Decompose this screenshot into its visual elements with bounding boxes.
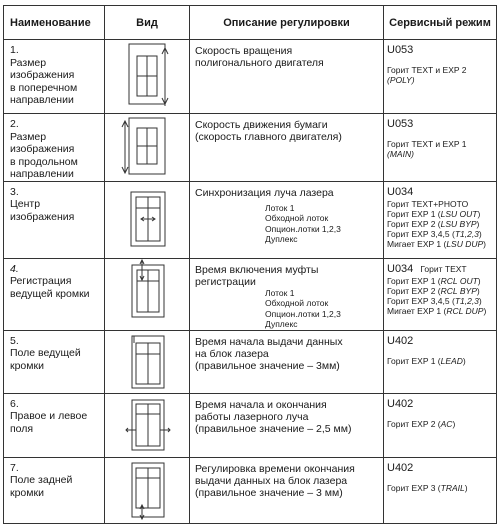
- table-row: [4, 258, 497, 330]
- row-view: [105, 114, 190, 182]
- row-description: Время начала и окончания работы лазерного луча (правильное значение – 2,5 мм): [190, 393, 384, 457]
- tray-options: Лоток 1 Обходной лоток Опцион.лотки 1,2,3 Дуплекс: [265, 202, 341, 244]
- row-service-mode: U053 Горит TEXT и EXP 1 (MAIN): [384, 114, 497, 182]
- side-margins-diagram-icon: [105, 394, 189, 456]
- table-row: [4, 457, 497, 523]
- table-row: [4, 114, 497, 182]
- header-description: Описание регулировки: [190, 6, 384, 40]
- row-view: [105, 40, 190, 114]
- row-name: 1. Размер изображения в поперечном направлении: [4, 40, 105, 114]
- row-view: [105, 393, 190, 457]
- leading-margin-diagram-icon: [105, 331, 189, 392]
- row-name: 6. Правое и левое поля: [4, 393, 105, 457]
- header-service-mode: Сервисный режим: [384, 6, 497, 40]
- row-description: Регулировка времени окончания выдачи данных на блок лазера (правильное значение – 3 мм): [190, 457, 384, 523]
- header-view: Вид: [105, 6, 190, 40]
- row-name: 2. Размер изображения в продольном направлении: [4, 114, 105, 182]
- row-service-mode: U402 Горит EXP 3 (TRAIL): [384, 457, 497, 523]
- trailing-margin-diagram-icon: [105, 458, 189, 522]
- row-service-mode: U034 Горит TEXT+PHOTO Горит EXP 1 (LSU OUT) Горит EXP 2 (LSU BYP) Горит EXP 3,4,5 (T1,2,3) Мигает EXP 1 (LSU DUP): [384, 181, 497, 258]
- row-description: Скорость вращения полигонального двигателя: [190, 40, 384, 114]
- row-description: Время включения муфты регистрации Лоток 1 Обходной лоток Опцион.лотки 1,2,3 Дуплекс: [190, 258, 384, 330]
- row-description: Время начала выдачи данных на блок лазера (правильное значение – 3мм): [190, 330, 384, 393]
- row-name: 3. Центр изображения: [4, 181, 105, 258]
- row-description: Синхронизация луча лазера Лоток 1 Обходной лоток Опцион.лотки 1,2,3 Дуплекс: [190, 181, 384, 258]
- row-service-mode: U402 Горит EXP 1 (LEAD): [384, 330, 497, 393]
- row-service-mode: U402 Горит EXP 2 (AC): [384, 393, 497, 457]
- table-row: [4, 40, 497, 114]
- row-view: [105, 181, 190, 258]
- header-row: [4, 6, 497, 40]
- vertical-size-diagram-icon: [105, 114, 189, 179]
- header-name: Наименование: [4, 6, 105, 40]
- table-row: [4, 181, 497, 258]
- row-service-mode: U034 Горит TEXT Горит EXP 1 (RCL OUT) Горит EXP 2 (RCL BYP) Горит EXP 3,4,5 (T1,2,3) Мигает EXP 1 (RCL DUP): [384, 258, 497, 330]
- row-view: [105, 258, 190, 330]
- row-name: 7. Поле задней кромки: [4, 457, 105, 523]
- leading-edge-registration-diagram-icon: [105, 259, 189, 321]
- row-service-mode: U053 Горит TEXT и EXP 2 (POLY): [384, 40, 497, 114]
- row-description: Скорость движения бумаги (скорость главного двигателя): [190, 114, 384, 182]
- adjustment-table: [3, 5, 497, 524]
- table-row: [4, 330, 497, 393]
- table-row: [4, 393, 497, 457]
- row-view: [105, 457, 190, 523]
- row-name: 4. Регистрация ведущей кромки: [4, 258, 105, 330]
- image-center-diagram-icon: [105, 182, 189, 257]
- row-name: 5. Поле ведущей кромки: [4, 330, 105, 393]
- row-view: [105, 330, 190, 393]
- tray-options: Лоток 1 Обходной лоток Опцион.лотки 1,2,3 Дуплекс: [265, 287, 341, 329]
- horizontal-size-diagram-icon: [105, 40, 189, 112]
